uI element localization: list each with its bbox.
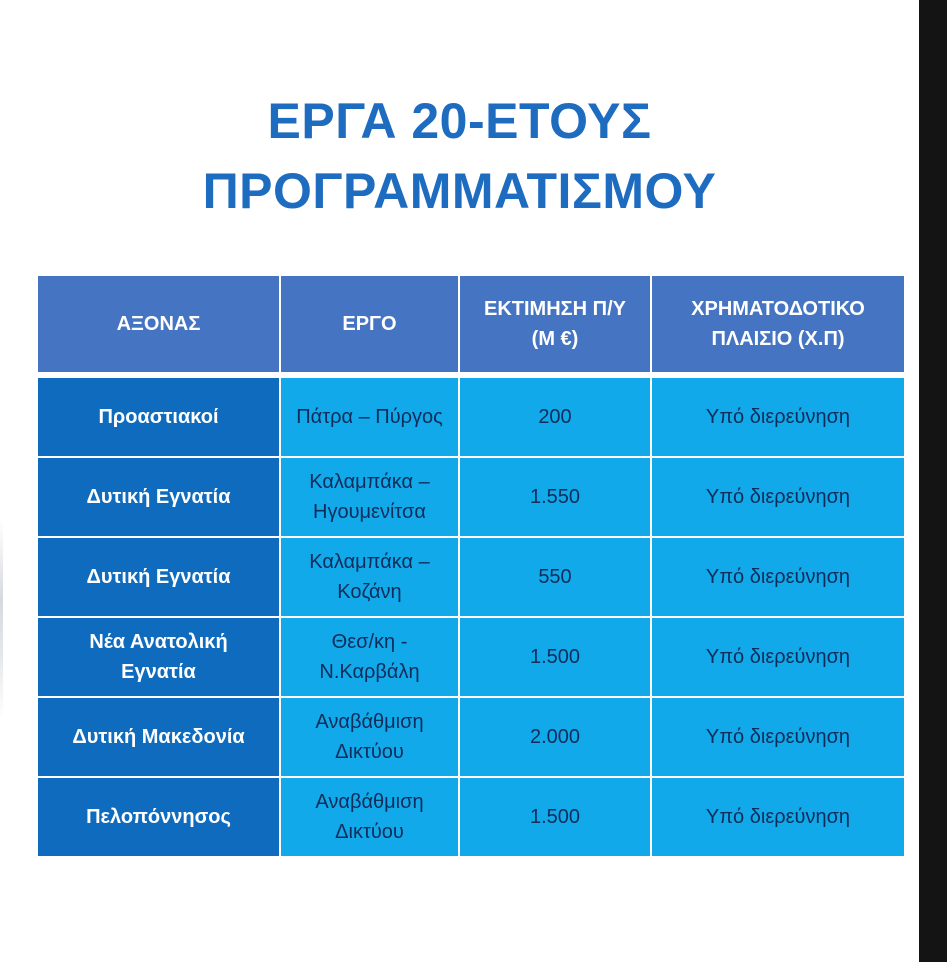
cell-funding-framework: Υπό διερεύνηση xyxy=(651,697,905,777)
cell-cost-estimate: 550 xyxy=(459,537,651,617)
cell-axis: Προαστιακοί xyxy=(37,375,280,457)
table-row xyxy=(37,617,905,697)
cell-project: Καλαμπάκα – Ηγουμενίτσα xyxy=(280,457,459,537)
cell-funding-framework: Υπό διερεύνηση xyxy=(651,537,905,617)
page-title xyxy=(0,86,919,226)
cell-funding-framework: Υπό διερεύνηση xyxy=(651,457,905,537)
header-project: ΕΡΓΟ xyxy=(280,275,459,375)
cell-cost-estimate: 200 xyxy=(459,375,651,457)
table-row xyxy=(37,777,905,857)
cell-cost-estimate: 1.550 xyxy=(459,457,651,537)
page-title-line-1: ΕΡΓΑ 20-ΕΤΟΥΣ xyxy=(267,93,652,149)
table-row xyxy=(37,697,905,777)
cell-funding-framework: Υπό διερεύνηση xyxy=(651,777,905,857)
cell-funding-framework: Υπό διερεύνηση xyxy=(651,375,905,457)
cell-axis: Νέα Ανατολική Εγνατία xyxy=(37,617,280,697)
cell-project: Καλαμπάκα – Κοζάνη xyxy=(280,537,459,617)
header-funding-framework: ΧΡΗΜΑΤΟΔΟΤΙΚΟ ΠΛΑΙΣΙΟ (Χ.Π) xyxy=(651,275,905,375)
table-row xyxy=(37,537,905,617)
right-black-bar xyxy=(919,0,947,962)
projects-table xyxy=(36,274,906,858)
cell-cost-estimate: 1.500 xyxy=(459,617,651,697)
cell-funding-framework: Υπό διερεύνηση xyxy=(651,617,905,697)
table-header-row xyxy=(37,275,905,375)
cell-cost-estimate: 2.000 xyxy=(459,697,651,777)
cell-project: Πάτρα – Πύργος xyxy=(280,375,459,457)
header-cost-estimate: ΕΚΤΙΜΗΣΗ Π/Υ (Μ €) xyxy=(459,275,651,375)
table-header xyxy=(37,275,905,375)
cell-cost-estimate: 1.500 xyxy=(459,777,651,857)
table-body xyxy=(37,375,905,857)
cell-axis: Δυτική Εγνατία xyxy=(37,457,280,537)
cell-axis: Δυτική Εγνατία xyxy=(37,537,280,617)
header-axis: ΑΞΟΝΑΣ xyxy=(37,275,280,375)
left-edge-decoration xyxy=(0,520,3,720)
page-title-line-2: ΠΡΟΓΡΑΜΜΑΤΙΣΜΟΥ xyxy=(202,163,717,219)
cell-axis: Πελοπόννησος xyxy=(37,777,280,857)
cell-axis: Δυτική Μακεδονία xyxy=(37,697,280,777)
cell-project: Αναβάθμιση Δικτύου xyxy=(280,697,459,777)
cell-project: Αναβάθμιση Δικτύου xyxy=(280,777,459,857)
table-row xyxy=(37,375,905,457)
table-row xyxy=(37,457,905,537)
cell-project: Θεσ/κη - Ν.Καρβάλη xyxy=(280,617,459,697)
